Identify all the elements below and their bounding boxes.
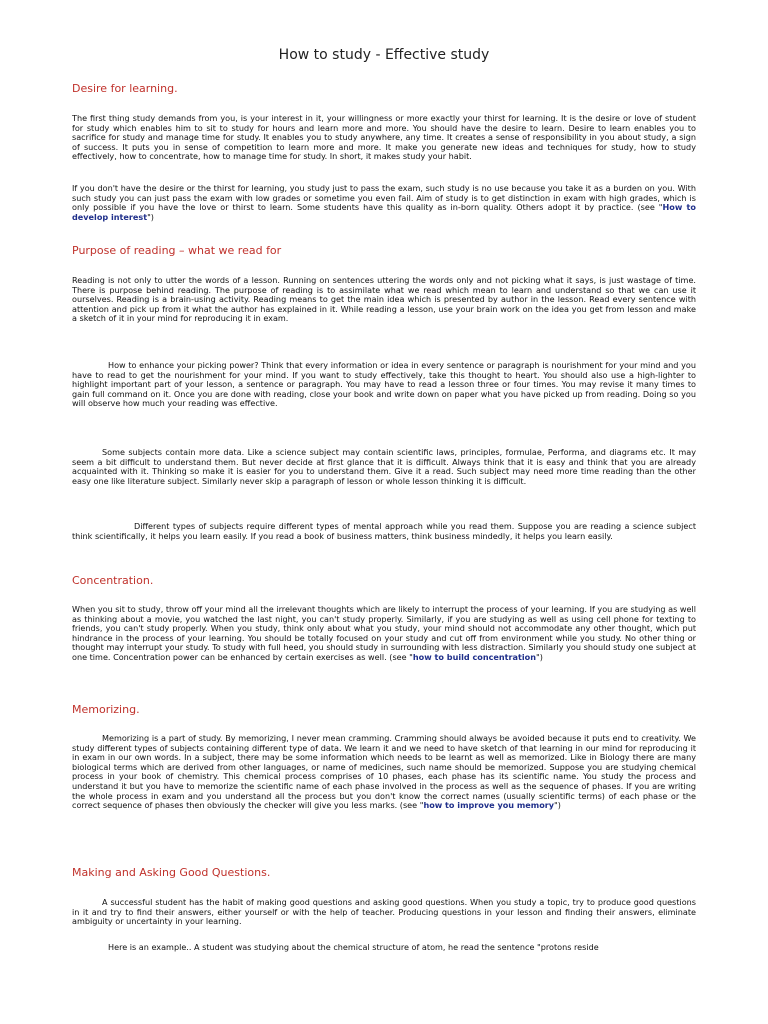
page-title: How to study - Effective study [278, 47, 490, 63]
link-improve-memory[interactable]: how to improve you memory [423, 800, 555, 811]
paragraph-text: Memorizing is a part of study. By memorizing, I never mean cramming. Cramming should always be avoided because it puts end to creativity. We study different types of subjects containing different type of data. We learn it and we need to have sketch of that learning in our mind for reproducing it in exam in our own words. In a subject, there may be some information which needs to be learnt as well as memorized. Like in Biology there are many biological terms which are derived from other languages, or name of medicines, such name should be memorized. Suppose you are studying chemical process in your book of chemistry. This chemical process comprises of 10 phases, each phase has its scientific name. You study the process and understand it but you have to memorize the scientific name of each phase involved in the process as well as the sequence of phases. If you are writing the whole process in exam and you understand all the process but you don't know the correct names (usually scientific terms) of each phase or the correct sequence of phases then obviously the checker will give you less marks. (see " [72, 733, 696, 811]
paragraph-questions-2: Here is an example.. A student was studying about the chemical structure of atom, he read the sentence "protons reside [108, 942, 599, 952]
paragraph-desire-1: The first thing study demands from you, is your interest in it, your willingness or more exactly your thirst for learning. It is the desire or love of student for study which enables him to sit to study for hours and learn more and more. You should have the desire to learn. Desire to learn enables you to sacrifice for study and manage time for study. It enables you to study anywhere, any time. It creates a sense of responsibility in you about study, a sign of success. It puts you in sense of competition to learn more and more. It make you generate new ideas and techniques for study, how to study effectively, how to concentrate, how to manage time for study. In short, it makes study your habit. [72, 113, 696, 162]
section-heading-questions: Making and Asking Good Questions. [72, 866, 271, 879]
section-heading-memorizing: Memorizing. [72, 703, 140, 716]
section-heading-desire: Desire for learning. [72, 82, 178, 95]
paragraph-desire-2 [72, 184, 696, 222]
link-build-concentration[interactable]: how to build concentration [412, 651, 536, 662]
section-heading-concentration: Concentration. [72, 574, 154, 587]
paragraph-purpose-3: Some subjects contain more data. Like a science subject may contain scientific laws, principles, formulae, Performa, and diagrams etc. It may seem a bit difficult to understand them. But never decide at first glance that it is difficult. Always think that it is easy and think that you are already acquainted with it. Thinking so make it is easier for you to understand them. Give it a read. Such subject may need more time reading than the other easy one like literature subject. Similarly never skip a paragraph of lesson or whole lesson thinking it is difficult. [72, 447, 696, 486]
paragraph-text-tail: ") [147, 211, 154, 222]
paragraph-text-tail: ") [554, 800, 561, 811]
paragraph-purpose-1: Reading is not only to utter the words of a lesson. Running on sentences uttering the words only and not picking what it says, is just wastage of time. There is purpose behind reading. The purpose of reading is to assimilate what we read which mean to learn and understand so that we can use it ourselves. Reading is a brain-using activity. Reading means to get the main idea which is presented by author in the lesson. Read every sentence with attention and pick up from it what the author has explained in it. While reading a lesson, use your brain work on the idea you get from lesson and make a sketch of it in your mind for reproducing it in exam. [72, 275, 696, 324]
paragraph-text: If you don't have the desire or the thirst for learning, you study just to pass the exam, such study is no use because you take it as a burden on you. With such study you can just pass the exam with low grades or sometime you even fail. Aim of study is to get distinction in exam with high grades, which is only possible if you have the love or thirst to learn. Some students have this quality as in-born quality. Others adopt it by practice. (see " [72, 183, 696, 213]
paragraph-text-tail: ") [535, 651, 543, 662]
paragraph-purpose-2: How to enhance your picking power? Think that every information or idea in every sentence or paragraph is nourishment for your mind and you have to read to get the nourishment for your mind. If you want to study effectively, take this thought to heart. You should also use a high-lighter to highlight important part of your lesson, a sentence or paragraph. You may have to read a lesson three or four times. You may revise it many times to gain full command on it. Once you are done with reading, close your book and write down on paper what you have picked up from reading. Doing so you will observe how much your reading was effective. [72, 360, 696, 409]
paragraph-purpose-4: Different types of subjects require different types of mental approach while you read them. Suppose you are reading a science subject think scientifically, it helps you learn easily. If you read a book of business matters, think business mindedly, it helps you learn easily. [72, 521, 696, 541]
paragraph-concentration-1 [72, 605, 696, 663]
section-heading-purpose: Purpose of reading – what we read for [72, 244, 282, 257]
paragraph-questions-1: A successful student has the habit of making good questions and asking good questions. When you study a topic, try to produce good questions in it and try to find their answers, either yourself or with the help of teacher. Producing questions in your lesson and finding their answers, eliminate ambiguity or uncertainty in your learning. [72, 897, 696, 927]
paragraph-text: When you sit to study, throw off your mind all the irrelevant thoughts which are likely to interrupt the process of your learning. If you are studying as well as thinking about a movie, you watched the last night, you can't study properly. Similarly, if you are studying as well as using cell phone for texting to friends, you can't study properly. When you study, think only about what you study, your mind should not accommodate any other thought, which put hindrance in the process of your learning. You should be totally focused on your study and cut off from environment while you study. No other thing or thought may interrupt your study. To study with full heed, you should study in surrounding with less distraction. Similarly you should study one subject at one time. Concentration power can be enhanced by certain exercises as well. (see " [72, 604, 696, 662]
paragraph-memorizing-1 [72, 734, 696, 811]
link-develop-interest[interactable]: How to develop interest [72, 202, 696, 222]
